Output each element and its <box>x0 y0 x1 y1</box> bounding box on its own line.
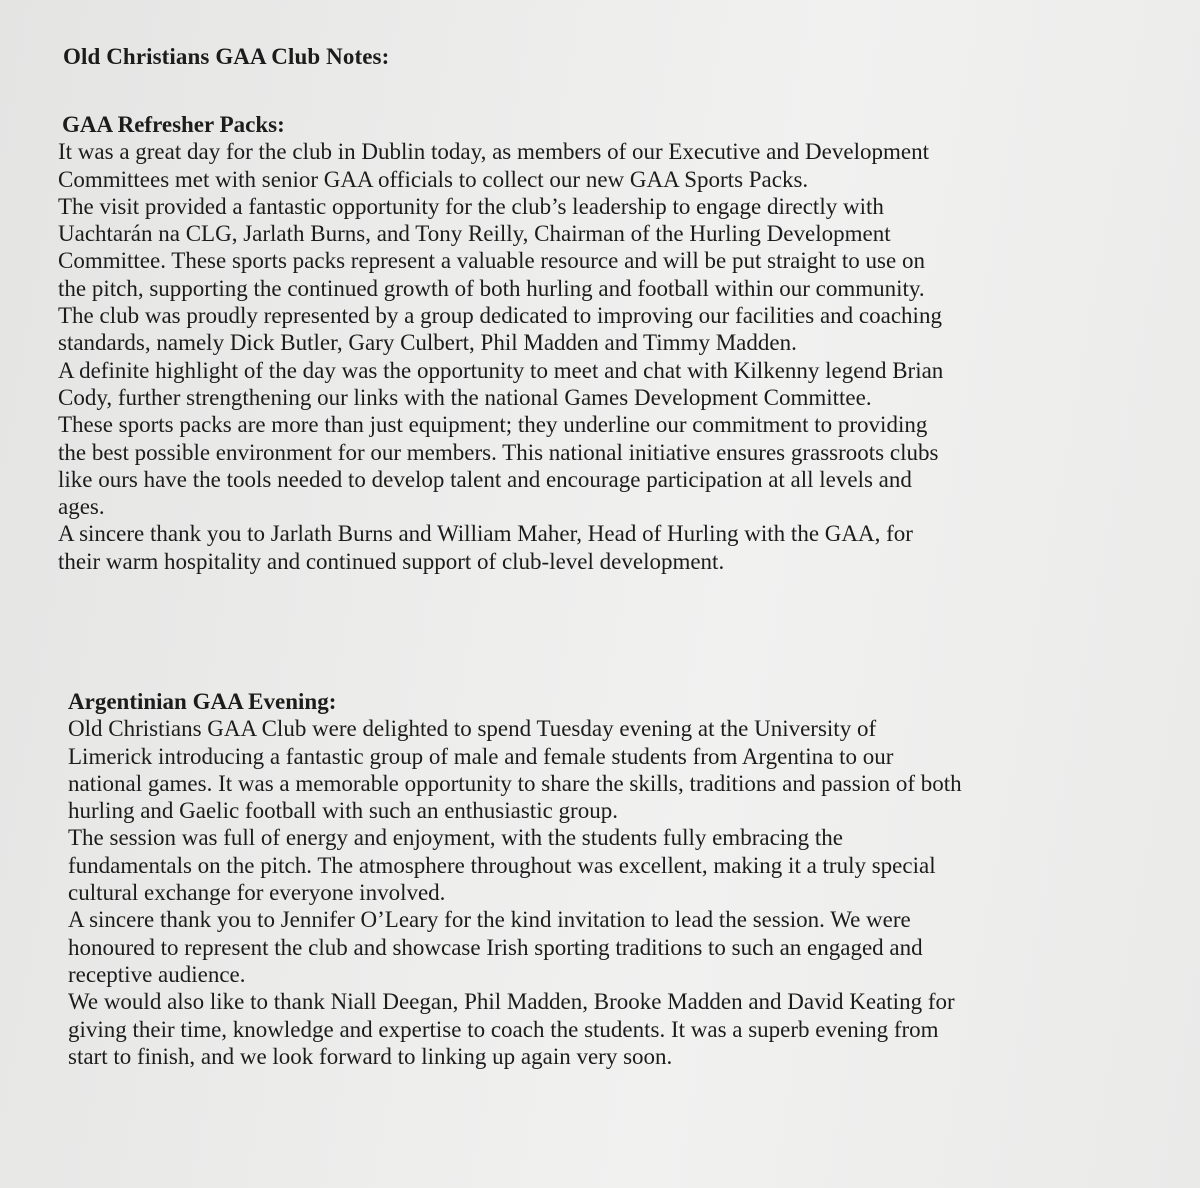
paragraph-line: A sincere thank you to Jarlath Burns and William Maher, Head of Hurling with the GAA, for <box>58 521 913 547</box>
paragraph-line: like ours have the tools needed to develop talent and encourage participation at all levels and <box>58 466 912 492</box>
paragraph-line: honoured to represent the club and showcase Irish sporting traditions to such an engaged and <box>68 934 923 960</box>
paragraph-line: receptive audience. <box>68 961 246 987</box>
paragraph-line: A sincere thank you to Jennifer O’Leary for the kind invitation to lead the session. We were <box>68 907 911 933</box>
paragraph-line: Limerick introducing a fantastic group of male and female students from Argentina to our <box>68 743 894 769</box>
paragraph-line: A definite highlight of the day was the opportunity to meet and chat with Kilkenny legend Brian <box>58 357 944 383</box>
paragraph-line: standards, namely Dick Butler, Gary Culbert, Phil Madden and Timmy Madden. <box>58 330 797 356</box>
paragraph-line: the best possible environment for our members. This national initiative ensures grassroots clubs <box>58 439 939 465</box>
paragraph-line: Committees met with senior GAA officials to collect our new GAA Sports Packs. <box>58 166 809 192</box>
document-title: Old Christians GAA Club Notes: <box>63 44 390 69</box>
paragraph-line: Committee. These sports packs represent a valuable resource and will be put straight to use on <box>58 248 925 274</box>
paragraph-line: Cody, further strengthening our links with the national Games Development Committee. <box>58 384 872 410</box>
paragraph-line: giving their time, knowledge and expertise to coach the students. It was a superb evening from <box>68 1016 939 1042</box>
paragraph-line: the pitch, supporting the continued growth of both hurling and football within our community. <box>58 275 925 301</box>
section-body <box>68 715 1168 1070</box>
section-argentinian-evening <box>68 688 1168 1070</box>
paragraph-line: their warm hospitality and continued support of club-level development. <box>58 548 725 574</box>
paragraph-line: It was a great day for the club in Dublin today, as members of our Executive and Development <box>58 139 929 165</box>
paragraph-line: fundamentals on the pitch. The atmosphere throughout was excellent, making it a truly special <box>68 852 936 878</box>
paragraph-line: hurling and Gaelic football with such an enthusiastic group. <box>68 798 618 824</box>
paragraph-line: The visit provided a fantastic opportunity for the club’s leadership to engage directly with <box>58 193 884 219</box>
paragraph-line: Old Christians GAA Club were delighted to spend Tuesday evening at the University of <box>68 716 877 742</box>
section-heading: GAA Refresher Packs: <box>62 112 285 137</box>
paragraph-line: The session was full of energy and enjoyment, with the students fully embracing the <box>68 825 844 851</box>
paragraph-line: start to finish, and we look forward to linking up again very soon. <box>68 1043 673 1069</box>
paragraph-line: The club was proudly represented by a group dedicated to improving our facilities and coaching <box>58 303 942 329</box>
paragraph-line: national games. It was a memorable opportunity to share the skills, traditions and passion of both <box>68 770 962 796</box>
paragraph-line: These sports packs are more than just equipment; they underline our commitment to providing <box>58 412 928 438</box>
section-refresher-packs <box>58 111 1168 575</box>
section-body <box>58 138 1168 575</box>
section-heading: Argentinian GAA Evening: <box>68 689 337 714</box>
paragraph-line: cultural exchange for everyone involved. <box>68 880 446 906</box>
paragraph-line: We would also like to thank Niall Deegan, Phil Madden, Brooke Madden and David Keating for <box>68 989 955 1015</box>
paragraph-line: ages. <box>58 494 105 520</box>
paragraph-line: Uachtarán na CLG, Jarlath Burns, and Tony Reilly, Chairman of the Hurling Development <box>58 221 891 247</box>
